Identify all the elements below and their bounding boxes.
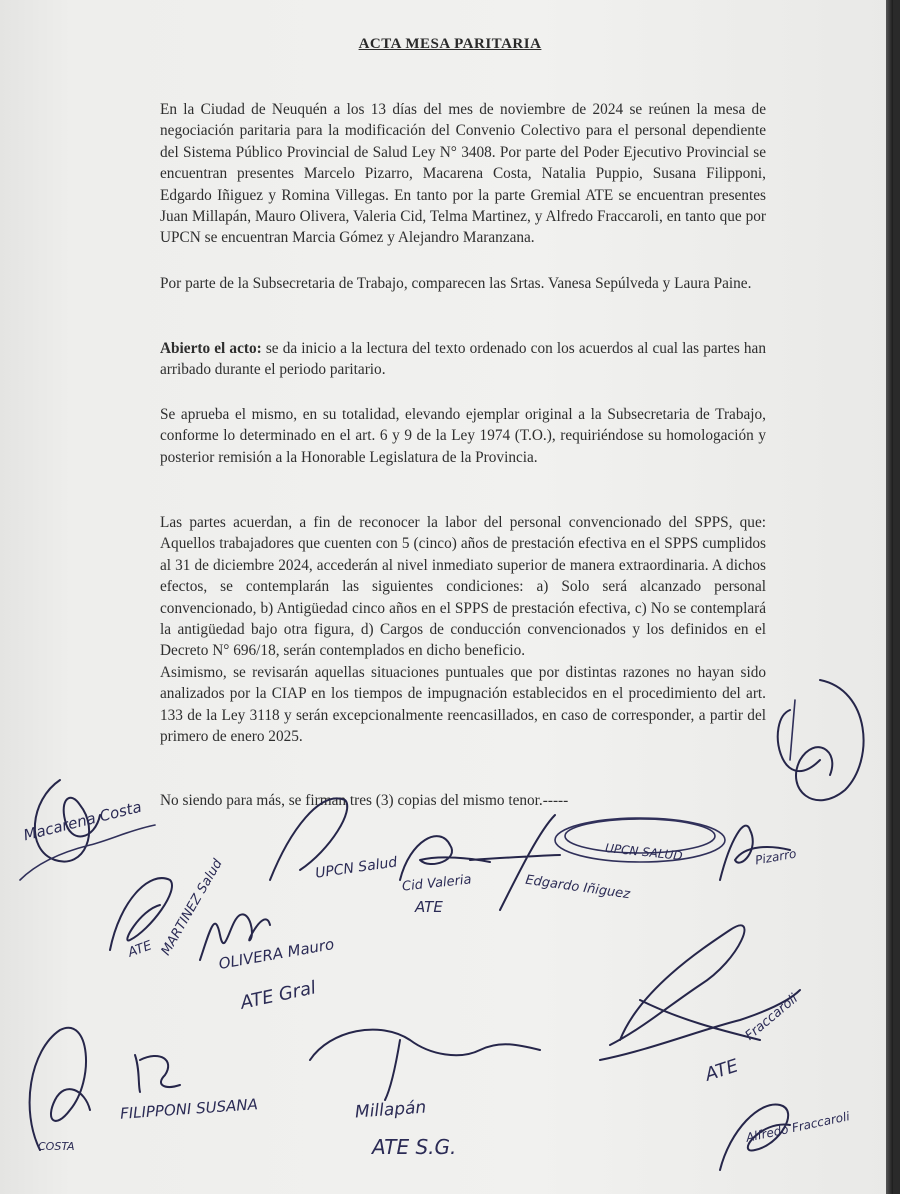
signature-iniguez: Edgardo Iñiguez — [524, 872, 631, 903]
page-edge-shadow — [886, 0, 893, 1194]
signature-ate-3: ATE — [702, 1055, 741, 1086]
signature-ate-gremial: ATE Gral — [238, 977, 318, 1014]
signature-villegas: Alfredo Fraccaroli — [744, 1109, 851, 1145]
signature-upcn-salud-2: UPCN SALUD — [604, 840, 684, 864]
paragraph-approval — [160, 404, 766, 468]
paragraph-text: No siendo para más, se firman tres (3) copias del mismo tenor.----- — [160, 792, 569, 809]
signature-martinez: MARTINEZ Salud — [158, 856, 226, 959]
signature-fraccaroli: Fraccaroli — [742, 991, 801, 1044]
paragraph-closing — [160, 790, 766, 811]
paragraph-text-asimismo: Asimismo, se revisarán aquellas situaciones puntuales que por distintas razones no hayan sido analizados por la CIAP en los tiempos de impugnación establecidos en el procedimiento del art. 133 de la Ley 3118 y serán excepcionalmente reencasillados, en caso de corresponder, a partir del primero de enero 2025. — [160, 663, 766, 746]
signature-millapan: Millapán — [354, 1097, 427, 1123]
paragraph-subsecretaria — [160, 273, 766, 294]
paragraph-opening — [160, 338, 766, 381]
signature-cid: Cid Valeria — [401, 872, 473, 895]
signature-ate-2: ATE — [415, 898, 443, 916]
paragraph-text: Por parte de la Subsecretaria de Trabajo, comparecen las Srtas. Vanesa Sepúlveda y Laura Paine. — [160, 275, 752, 292]
bold-lead: Abierto el acto: — [160, 340, 262, 357]
paragraph-text: En la Ciudad de Neuquén a los 13 días del mes de noviembre de 2024 se reúnen la mesa de negociación paritaria para la modificación del Convenio Colectivo para el personal dependiente del Sistema Público Provincial de Salud Ley N° 3408. Por parte del Poder Ejecutivo Provincial se encuentran presentes Marcelo Pizarro, Macarena Costa, Natalia Puppio, Susana Filipponi, Edgardo Iñiguez y Romina Villegas. En tanto por la parte Gremial ATE se encuentran presentes Juan Millapán, Mauro Olivera, Valeria Cid, Telma Martinez, y Alfredo Fraccaroli, en tanto que por UPCN se encuentran Marcia Gómez y Alejandro Maranzana. — [160, 101, 766, 247]
signature-ate-1: ATE — [126, 938, 154, 961]
signature-costa: Macarena Costa — [21, 797, 144, 845]
paragraph-text: se da inicio a la lectura del texto ordenado con los acuerdos al cual las partes han arribado durante el periodo paritario. — [160, 340, 766, 379]
signature-ate-sg: ATE S.G. — [372, 1135, 457, 1159]
signature-upcn-salud-1: UPCN Salud — [314, 854, 399, 882]
paragraph-agreement — [160, 512, 766, 747]
paragraph-attendees — [160, 99, 766, 249]
signature-filipponi: FILIPPONI SUSANA — [119, 1095, 259, 1123]
document-title: ACTA MESA PARITARIA — [358, 36, 542, 52]
paragraph-text: Se aprueba el mismo, en su totalidad, elevando ejemplar original a la Subsecretaria de Trabajo, conforme lo determinado en el art. 6 y 9 de la Ley 1974 (T.O.), requiriéndose su homologación y posterior remisión a la Honorable Legislatura de la Provincia. — [160, 406, 766, 466]
signature-olivera: OLIVERA Mauro — [217, 934, 336, 974]
paragraph-text: Las partes acuerdan, a fin de reconocer la labor del personal convencionado del SPPS, que: Aquellos trabajadores que cuenten con 5 (cinco) años de prestación efectiva en el SPPS cumplidos al 31 de diciembre 2024, accederán al nivel inmediato superior de manera extraordinaria. A dichos efectos, se contemplarán las siguientes condiciones: a) Solo será alcanzado personal convencionado, b) Antigüedad cinco años en el SPPS de prestación efectiva, c) No se contemplará la antigüedad bajo otra figura, d) Cargos de conducción convencionados y los definidos en el Decreto N° 696/18, serán contemplados en dicho beneficio. — [160, 514, 766, 660]
signature-pizarro: Pizarro — [754, 846, 798, 868]
signature-costa-short: COSTA — [38, 1140, 75, 1153]
